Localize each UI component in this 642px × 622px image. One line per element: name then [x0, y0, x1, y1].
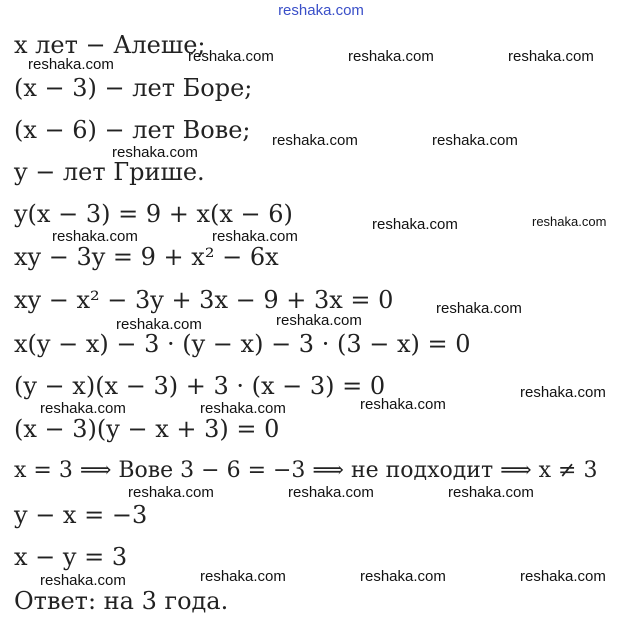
solution-line-9: (y − x)(x − 3) + 3 · (x − 3) = 0: [14, 372, 386, 400]
solution-line-3: (x − 6) − лет Вове;: [14, 116, 251, 144]
solution-line-10: (x − 3)(y − x + 3) = 0: [14, 415, 280, 443]
solution-line-2: (x − 3) − лет Боре;: [14, 74, 253, 102]
solution-line-7: xy − x² − 3y + 3x − 9 + 3x = 0: [14, 286, 394, 314]
solution-line-1: x лет − Алеше;: [14, 31, 206, 59]
watermark: reshaka.com: [348, 48, 434, 65]
watermark: reshaka.com: [288, 484, 374, 501]
solution-line-6: xy − 3y = 9 + x² − 6x: [14, 243, 279, 271]
watermark: reshaka.com: [212, 228, 298, 245]
watermark: reshaka.com: [436, 300, 522, 317]
watermark: reshaka.com: [188, 48, 274, 65]
watermark: reshaka.com: [276, 312, 362, 329]
watermark: reshaka.com: [272, 132, 358, 149]
watermark: reshaka.com: [112, 144, 198, 161]
watermark: reshaka.com: [360, 568, 446, 585]
watermark: reshaka.com: [116, 316, 202, 333]
watermark: reshaka.com: [40, 400, 126, 417]
watermark: reshaka.com: [372, 216, 458, 233]
watermark: reshaka.com: [200, 568, 286, 585]
watermark: reshaka.com: [28, 56, 114, 73]
solution-line-12: y − x = −3: [14, 501, 148, 529]
watermark: reshaka.com: [52, 228, 138, 245]
watermark: reshaka.com: [520, 568, 606, 585]
site-header: reshaka.com: [278, 2, 364, 19]
solution-line-13: x − y = 3: [14, 543, 128, 571]
watermark: reshaka.com: [128, 484, 214, 501]
watermark: reshaka.com: [432, 132, 518, 149]
solution-line-8: x(y − x) − 3 · (y − x) − 3 · (3 − x) = 0: [14, 330, 471, 358]
watermark: reshaka.com: [360, 396, 446, 413]
solution-line-14: Ответ: на 3 года.: [14, 587, 229, 615]
watermark: reshaka.com: [40, 572, 126, 589]
solution-line-11: x = 3 ⟹ Вове 3 − 6 = −3 ⟹ не подходит ⟹ x ≠ 3: [14, 458, 598, 483]
solution-line-4: y − лет Грише.: [14, 158, 205, 186]
solution-line-5: y(x − 3) = 9 + x(x − 6): [14, 200, 293, 228]
watermark: reshaka.com: [448, 484, 534, 501]
watermark: reshaka.com: [508, 48, 594, 65]
watermark: reshaka.com: [200, 400, 286, 417]
watermark: reshaka.com: [532, 214, 607, 229]
watermark: reshaka.com: [520, 384, 606, 401]
